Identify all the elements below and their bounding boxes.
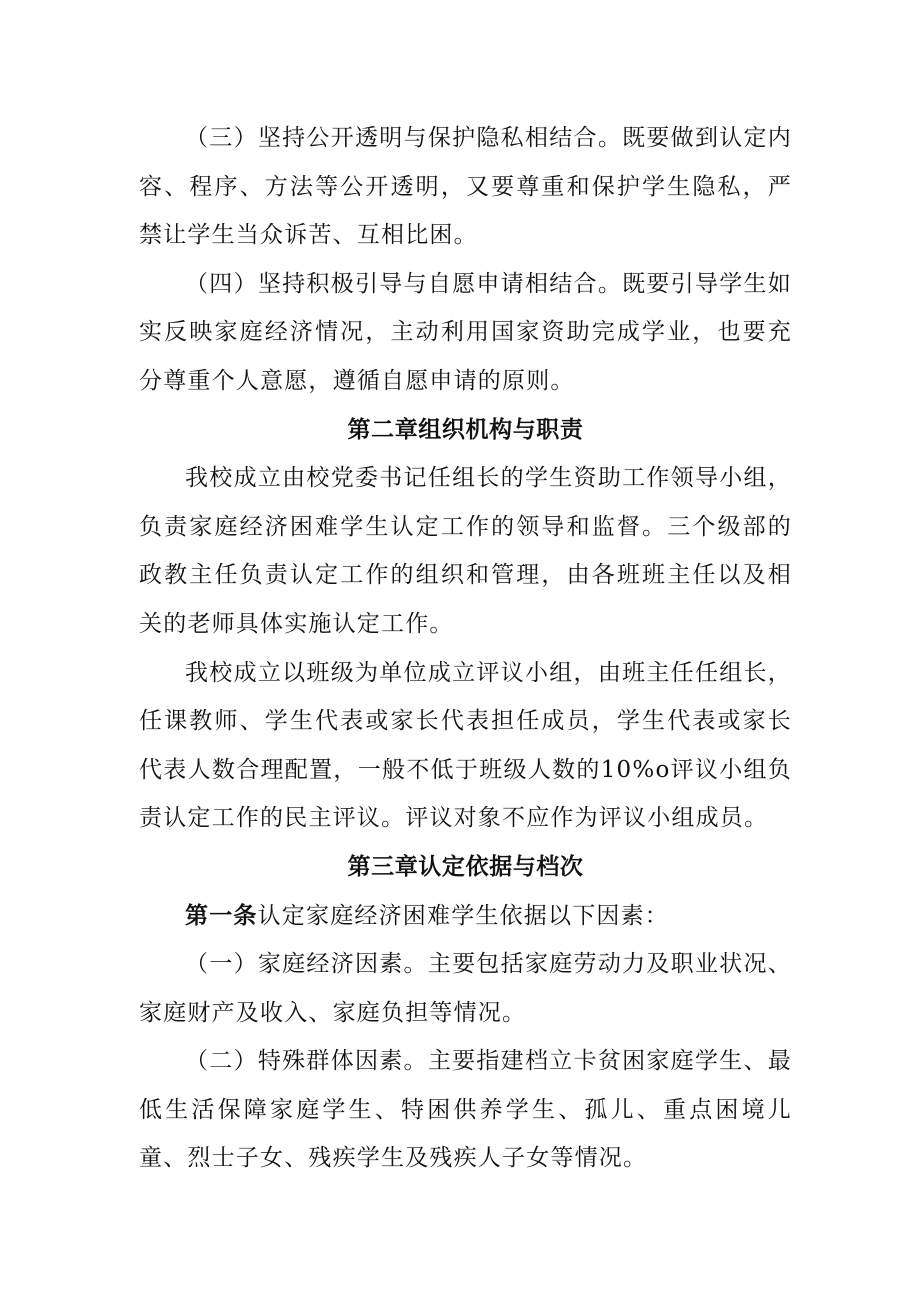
article-1-text: 认定家庭经济困难学生依据以下因素： <box>257 902 670 929</box>
paragraph-review-group: 我校成立以班级为单位成立评议小组，由班主任任组长，任课教师、学生代表或家长代表担任成员，学生代表或家长代表人数合理配置，一般不低于班级人数的10%o评议小组负责认定工作的民主评议。评议对象不应作为评议小组成员。 <box>139 659 792 832</box>
paragraph-principle-3: （三）坚持公开透明与保护隐私相结合。既要做到认定内容、程序、方法等公开透明，又要尊重和保护学生隐私，严禁让学生当众诉苦、互相比困。 <box>139 125 792 249</box>
paragraph-leadership-group: 我校成立由校党委书记任组长的学生资助工作领导小组，负责家庭经济困难学生认定工作的领导和监督。三个级部的政教主任负责认定工作的组织和管理，由各班班主任以及相关的老师具体实施认定工作。 <box>139 465 792 637</box>
paragraph-factor-economic: （一）家庭经济因素。主要包括家庭劳动力及职业状况、家庭财产及收入、家庭负担等情况。 <box>139 951 792 1026</box>
chapter-3-heading: 第三章认定依据与档次 <box>347 852 584 880</box>
paragraph-principle-4: （四）坚持积极引导与自愿申请相结合。既要引导学生如实反映家庭经济情况，主动利用国家资助完成学业，也要充分尊重个人意愿，遵循自愿申请的原则。 <box>139 270 792 394</box>
paragraph-factor-special-groups: （二）特殊群体因素。主要指建档立卡贫困家庭学生、最低生活保障家庭学生、特困供养学生、孤儿、重点困境儿童、烈士子女、残疾学生及残疾人子女等情况。 <box>139 1048 792 1172</box>
chapter-2-heading: 第二章组织机构与职责 <box>347 415 584 443</box>
article-1-label: 第一条 <box>185 901 258 929</box>
paragraph-article-1 <box>139 892 792 941</box>
